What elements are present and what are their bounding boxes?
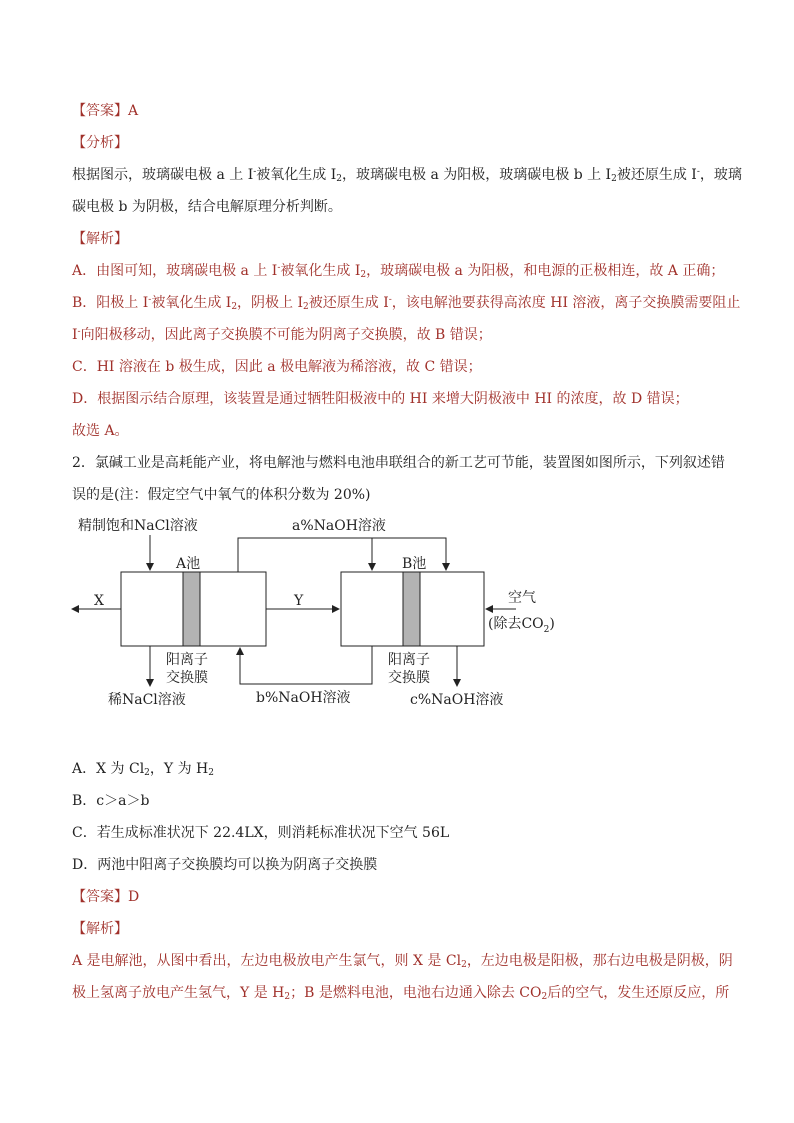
electrolysis-diagram (60, 508, 580, 718)
q2-explain-line-2: 极上氢离子放电产生氢气，Y 是 $H_2$；B 是燃料电池，电池右边通入除去 $CO_2$后的空气，发生还原反应，所 (72, 985, 730, 1002)
membrane-b-label-2: 交换膜 (388, 670, 430, 686)
q1-option-a-explain: A．由图可知，玻璃碳电极 a 上 I-被氧化生成 $I_2$，玻璃碳电极 a 为阳极，和电源的正极相连，故 A 正确； (72, 263, 725, 280)
membrane-a-label-2: 交换膜 (166, 670, 208, 686)
answer-tag: 【答案】 (72, 103, 128, 119)
membrane-a (183, 572, 200, 646)
q2-explain-line-1: A 是电解池，从图中看出，左边电极放电产生氯气，则 X 是 $Cl_2$，左边电极是阳极，那右边电极是阴极，阴 (72, 953, 733, 970)
q2-stem-line-2: 误的是(注：假定空气中氧气的体积分数为 20%) (72, 487, 371, 503)
mid-flow-arrow (240, 646, 372, 684)
q1-conclusion: 故选 A。 (72, 423, 129, 439)
air-label-2: (除去$CO_2$) (488, 616, 555, 635)
answer-tag: 【答案】 (72, 889, 128, 905)
membrane-a-label-1: 阳离子 (166, 652, 208, 668)
explain-tag: 【解析】 (72, 231, 128, 247)
feed-a-label: 精制饱和NaCl溶液 (78, 518, 198, 534)
q2-option-b: B．c＞a＞b (72, 793, 150, 809)
pool-a-label: A池 (176, 556, 201, 572)
x-label: X (94, 593, 104, 609)
q1-option-c-explain: C．HI 溶液在 b 极生成，因此 a 极电解液为稀溶液，故 C 错误； (72, 359, 482, 375)
q1-option-d-explain: D．根据图示结合原理，该装置是通过牺牲阳极液中的 HI 来增大阴极液中 HI 的浓度，故 D 错误； (72, 391, 689, 407)
out-b-label: c%NaOH溶液 (410, 692, 504, 708)
analysis-line-1: 根据图示，玻璃碳电极 a 上 I-被氧化生成 $I_2$，玻璃碳电极 a 为阳极，玻璃碳电极 b 上 $I_2$被还原生成 I-，玻璃 (72, 167, 742, 184)
answer-value: D (128, 889, 140, 905)
q1-answer (72, 102, 138, 120)
q2-option-a: A．X 为 $Cl_2$，Y 为 $H_2$ (72, 761, 214, 778)
top-flow-label: a%NaOH溶液 (292, 518, 386, 534)
analysis-tag: 【分析】 (72, 135, 128, 151)
mid-flow-label: b%NaOH溶液 (256, 690, 351, 706)
q2-explain-tag: 【解析】 (72, 921, 128, 937)
q1-option-b-explain-2: I-向阳极移动，因此离子交换膜不可能为阴离子交换膜，故 B 错误； (72, 327, 492, 343)
membrane-b (403, 572, 420, 646)
q2-stem-line-1: 2．氯碱工业是高耗能产业，将电解池与燃料电池串联组合的新工艺可节能，装置图如图所示，下列叙述错 (72, 455, 725, 471)
q2-option-d: D．两池中阳离子交换膜均可以换为阴离子交换膜 (72, 857, 378, 873)
pool-b-label: B池 (402, 556, 427, 572)
answer-value: A (128, 103, 139, 119)
q2-answer (72, 888, 139, 906)
air-label-1: 空气 (508, 590, 536, 606)
analysis-line-2: 碳电极 b 为阴极，结合电解原理分析判断。 (72, 199, 342, 215)
out-a-label: 稀NaCl溶液 (108, 692, 186, 708)
q2-option-c: C．若生成标准状况下 22.4LX，则消耗标准状况下空气 56L (72, 825, 450, 841)
q1-option-b-explain-1: B．阳极上 I-被氧化生成 $I_2$，阴极上 $I_2$被还原生成 I-，该电解池要获得高浓度 HI 溶液，离子交换膜需要阻止 (72, 295, 741, 312)
y-label: Y (294, 593, 304, 609)
membrane-b-label-1: 阳离子 (388, 652, 430, 668)
